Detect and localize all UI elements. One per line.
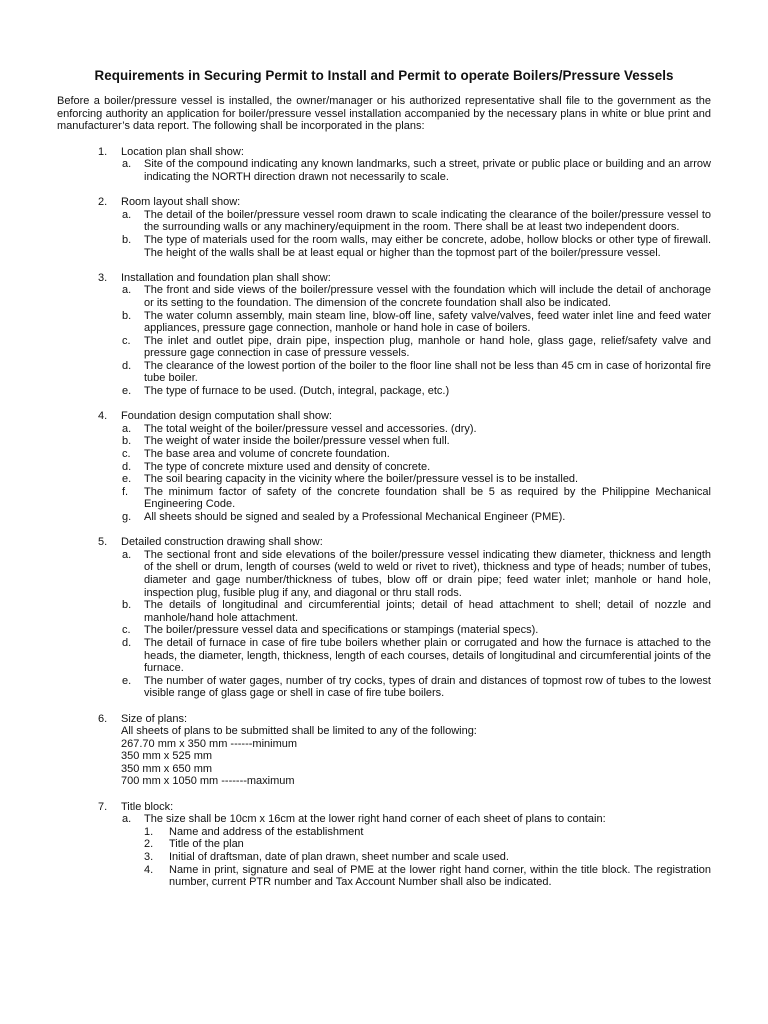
section-heading: Location plan shall show: xyxy=(121,145,244,158)
sub-list-item: 4. Name in print, signature and seal of PME at the lower right hand corner, within the title block. The registration number, current PTR number and Tax Account Number shall also be indicated. xyxy=(144,863,711,889)
list-item: b. The water column assembly, main steam line, blow-off line, safety valve/valves, feed water inlet line and feed water appliances, pressure gage connection, manhole or hand hole in case of boilers. xyxy=(122,309,711,335)
section-number: 1. xyxy=(98,145,108,158)
list-item: 267.70 mm x 350 mm ------minimum xyxy=(121,737,298,750)
section-heading: Size of plans: xyxy=(121,712,188,725)
section-number: 5. xyxy=(98,536,108,549)
list-item: a. Site of the compound indicating any known landmarks, such a street, private or public place or building and an arrow indicating the NORTH direction drawn not necessarily to scale. xyxy=(122,158,711,183)
list-item: d. The clearance of the lowest portion of the boiler to the floor line shall not be less than 45 cm in case of horizontal fire tube boiler. xyxy=(122,359,711,385)
section-1 xyxy=(57,146,711,184)
list-item: 350 mm x 650 mm xyxy=(121,762,213,775)
section-number: 3. xyxy=(98,271,108,284)
list-item: a. The total weight of the boiler/pressure vessel and accessories. (dry). xyxy=(122,422,477,435)
sub-list-item: 1. Name and address of the establishment xyxy=(144,825,364,838)
sub-list-item: 2. Title of the plan xyxy=(144,838,244,851)
list-item: a. The size shall be 10cm x 16cm at the lower right hand corner of each sheet of plans to contain: 1. Name and address of the establishment 2. Title of the plan 3. Initial of draftsman, date of plan drawn, sheet number and scale used. 4. Name in print, signature and seal of PME at the lower right hand corner, within the title block. The registration number, current PTR number and Tax Account Number shall also be indicated. xyxy=(122,813,711,889)
section-heading: Room layout shall show: xyxy=(121,196,241,209)
section-6 xyxy=(57,713,711,789)
document-title: Requirements in Securing Permit to Install and Permit to operate Boilers/Pressure Vessels xyxy=(94,68,674,83)
list-item: 350 mm x 525 mm xyxy=(121,750,213,763)
section-heading: Title block: xyxy=(121,800,174,813)
section-number: 7. xyxy=(98,800,108,813)
section-4 xyxy=(57,410,711,523)
list-item: c. The base area and volume of concrete foundation. xyxy=(122,448,390,461)
list-item: a. The sectional front and side elevations of the boiler/pressure vessel indicating thew diameter, thickness and length of the shell or drum, length of courses (weld to weld or rivet to rivet), thickness and type of heads; number of tubes, diameter and gage number/thickness of tubes, blow off or drain pipe; feed water inlet; manhole or hand hole, inspection plug, fusible plug if any, and diagonal or thru stall rods. xyxy=(122,548,711,599)
section-number: 4. xyxy=(98,410,108,423)
list-item: b. The weight of water inside the boiler/pressure vessel when full. xyxy=(122,435,450,448)
section-number: 6. xyxy=(98,712,108,725)
section-3 xyxy=(57,272,711,398)
list-item: c. The inlet and outlet pipe, drain pipe, inspection plug, manhole or hand hole, glass gage, relief/safety valve and pressure gage connection in case of pressure vessels. xyxy=(122,334,711,360)
list-item: d. The detail of furnace in case of fire tube boilers whether plain or corrugated and how the furnace is attached to the heads, the diameter, length, thickness, length of each courses, details of longitudinal and circumferential joints of the furnace. xyxy=(122,636,711,675)
section-heading: Foundation design computation shall show: xyxy=(121,410,332,423)
list-item: a. The detail of the boiler/pressure vessel room drawn to scale indicating the clearance of the boiler/pressure vessel to the surrounding walls or any machinery/equipment in the room. There shall be at least two independent doors. xyxy=(122,208,711,234)
section-lead: All sheets of plans to be submitted shall be limited to any of the following: xyxy=(121,725,477,738)
section-heading: Installation and foundation plan shall show: xyxy=(121,271,331,284)
list-item: e. The soil bearing capacity in the vicinity where the boiler/pressure vessel is to be installed. xyxy=(122,473,579,486)
intro-paragraph: Before a boiler/pressure vessel is installed, the owner/manager or his authorized representative shall file to the government as the enforcing authority an application for boiler/pressure vessel installation accompanied by the necessary plans in white or blue print and manufacturer’s data report. The following shall be incorporated in the plans: xyxy=(57,95,711,133)
section-number: 2. xyxy=(98,196,108,209)
section-5 xyxy=(57,536,711,700)
section-7 xyxy=(57,801,711,889)
list-item: e. The number of water gages, number of try cocks, types of drain and distances of topmost row of tubes to the lowest visible range of glass gage or shell in case of fire tube boilers. xyxy=(122,674,711,700)
list-item: b. The type of materials used for the room walls, may either be concrete, adobe, hollow blocks or other type of firewall. The height of the walls shall be at least equal or higher than the topmost part of the boiler/pressure vessel. xyxy=(122,233,711,259)
list-item: f. The minimum factor of safety of the concrete foundation shall be 5 as required by the Philippine Mechanical Engineering Code. xyxy=(122,485,711,511)
list-item: g. All sheets should be signed and sealed by a Professional Mechanical Engineer (PME). xyxy=(122,511,566,523)
list-item: c. The boiler/pressure vessel data and specifications or stampings (material specs). xyxy=(122,624,539,637)
list-item: 700 mm x 1050 mm -------maximum xyxy=(121,775,295,788)
list-item: a. The front and side views of the boiler/pressure vessel with the foundation which will include the detail of anchorage or its setting to the foundation. The dimension of the concrete foundation shall also be indicated. xyxy=(122,284,711,309)
list-item: d. The type of concrete mixture used and density of concrete. xyxy=(122,460,431,473)
section-heading: Detailed construction drawing shall show: xyxy=(121,536,323,549)
list-item: e. The type of furnace to be used. (Dutch, integral, package, etc.) xyxy=(122,385,450,398)
sub-list-item: 3. Initial of draftsman, date of plan drawn, sheet number and scale used. xyxy=(144,851,509,864)
list-item: b. The details of longitudinal and circumferential joints; detail of head attachment to shell; detail of nozzle and manhole/hand hole attachment. xyxy=(122,599,711,624)
section-2 xyxy=(57,196,711,259)
